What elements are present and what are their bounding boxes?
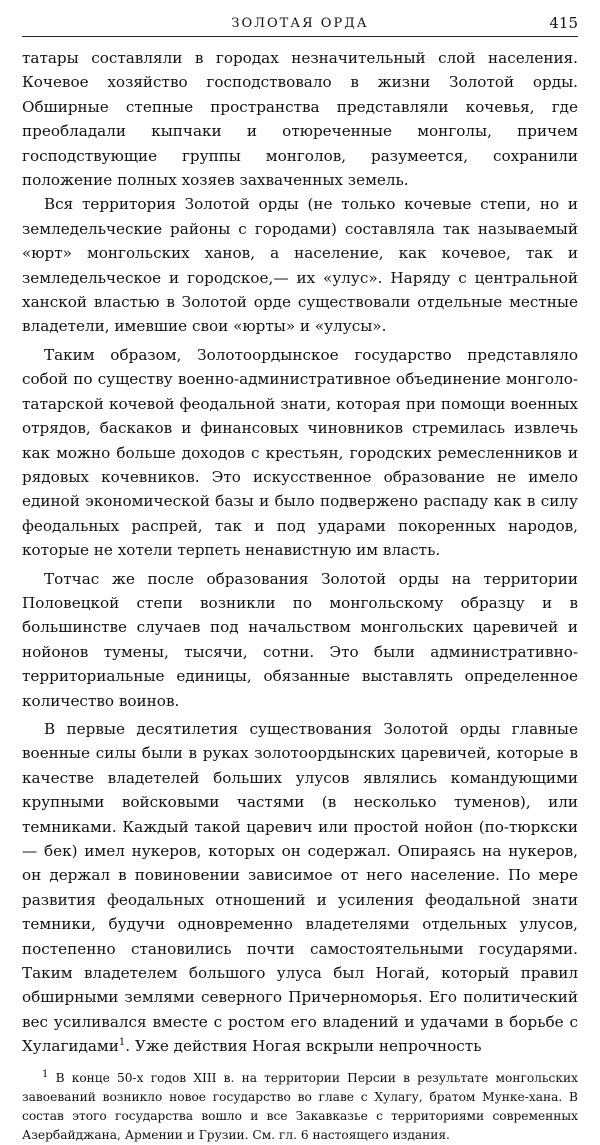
paragraph-4: Тотчас же после образования Золотой орды на территории Половецкой степи возникли по монгольскому образцу и в большинстве случаев под начальством монгольских царевичей и нойонов тумены, тысячи, сотни. Это были административно-территориальные единицы, обязанные выставлять определенное количество воинов. <box>22 569 578 710</box>
paragraph-1: татары составляли в городах незначительный слой населения. Кочевое хозяйство господствовало в жизни Золотой орды. Обширные степные пространства представляли кочевья, где преобладали кыпчаки и отюреченные монголы, причем господствующие группы монголов, разумеется, сохранили положение полных хозяев захваченных земель. <box>22 49 578 190</box>
paragraph-5-text: В первые десятилетия существования Золотой орды главные военные силы были в руках золотоордынских царевичей, которые в качестве владетелей больших улусов являлись командующими крупными войсковыми частями (в несколько туменов), или темниками. Каждый такой царевич или простой нойон (по-тюркски — бек) имел нукеров, которых он содержал. Опираясь на нукеров, он держал в повиновении зависимое от него население. По мере развития феодальных отношений и усиления феодальной знати темники, будучи одновременно владетелями отдельных улусов, постепенно становились почти самостоятельными государями. Таким владетелем большого улуса был Ногай, который правил обширными землями северного Причерноморья. Его политический вес усиливался вместе с ростом его владений и удачами в борьбе с Хулагидами <box>22 719 578 1056</box>
book-page <box>22 12 578 1145</box>
footnote-reference[interactable]: 1 <box>118 1037 126 1049</box>
paragraph-5 <box>22 717 578 1059</box>
main-text <box>22 46 578 1059</box>
paragraph-3: Таким образом, Золотоордынское государство представляло собой по существу военно-административное объединение монголо-татарской кочевой феодальной знати, которая при помощи военных отрядов, баскаков и финансовых чиновников стремилась извлечь как можно больше доходов с крестьян, городских ремесленников и рядовых кочевников. Это искусственное образование не имело единой экономической базы и было подвержено распаду как в силу феодальных распрей, так и под ударами покоренных народов, которые не хотели терпеть ненавистную им власть. <box>22 345 578 560</box>
footnote-text: В конце 50-х годов XIII в. на территории Персии в результате монгольских завоеваний возникло новое государство во главе с Хулагу, братом Мунке-хана. В состав этого государства вошло и все Закавказье с территориями современных Азербайджана, Армении и Грузии. См. гл. 6 настоящего издания. <box>22 1070 578 1142</box>
footnote-mark: 1 <box>42 1068 49 1080</box>
footnotes <box>22 1069 578 1145</box>
running-title: ЗОЛОТАЯ ОРДА <box>231 16 369 31</box>
paragraph-5-end: . Уже действия Ногая вскрыли непрочность <box>125 1037 482 1056</box>
page-header <box>22 12 578 37</box>
footnote-1 <box>22 1069 578 1145</box>
paragraph-2: Вся территория Золотой орды (не только кочевые степи, но и земледельческие районы с городами) составляла так называемый «юрт» монгольских ханов, а население, как кочевое, так и земледельческое и городское,— их «улус». Наряду с центральной ханской властью в Золотой орде существовали отдельные местные владетели, имевшие свои «юрты» и «улусы». <box>22 195 578 336</box>
page-number: 415 <box>549 14 578 32</box>
